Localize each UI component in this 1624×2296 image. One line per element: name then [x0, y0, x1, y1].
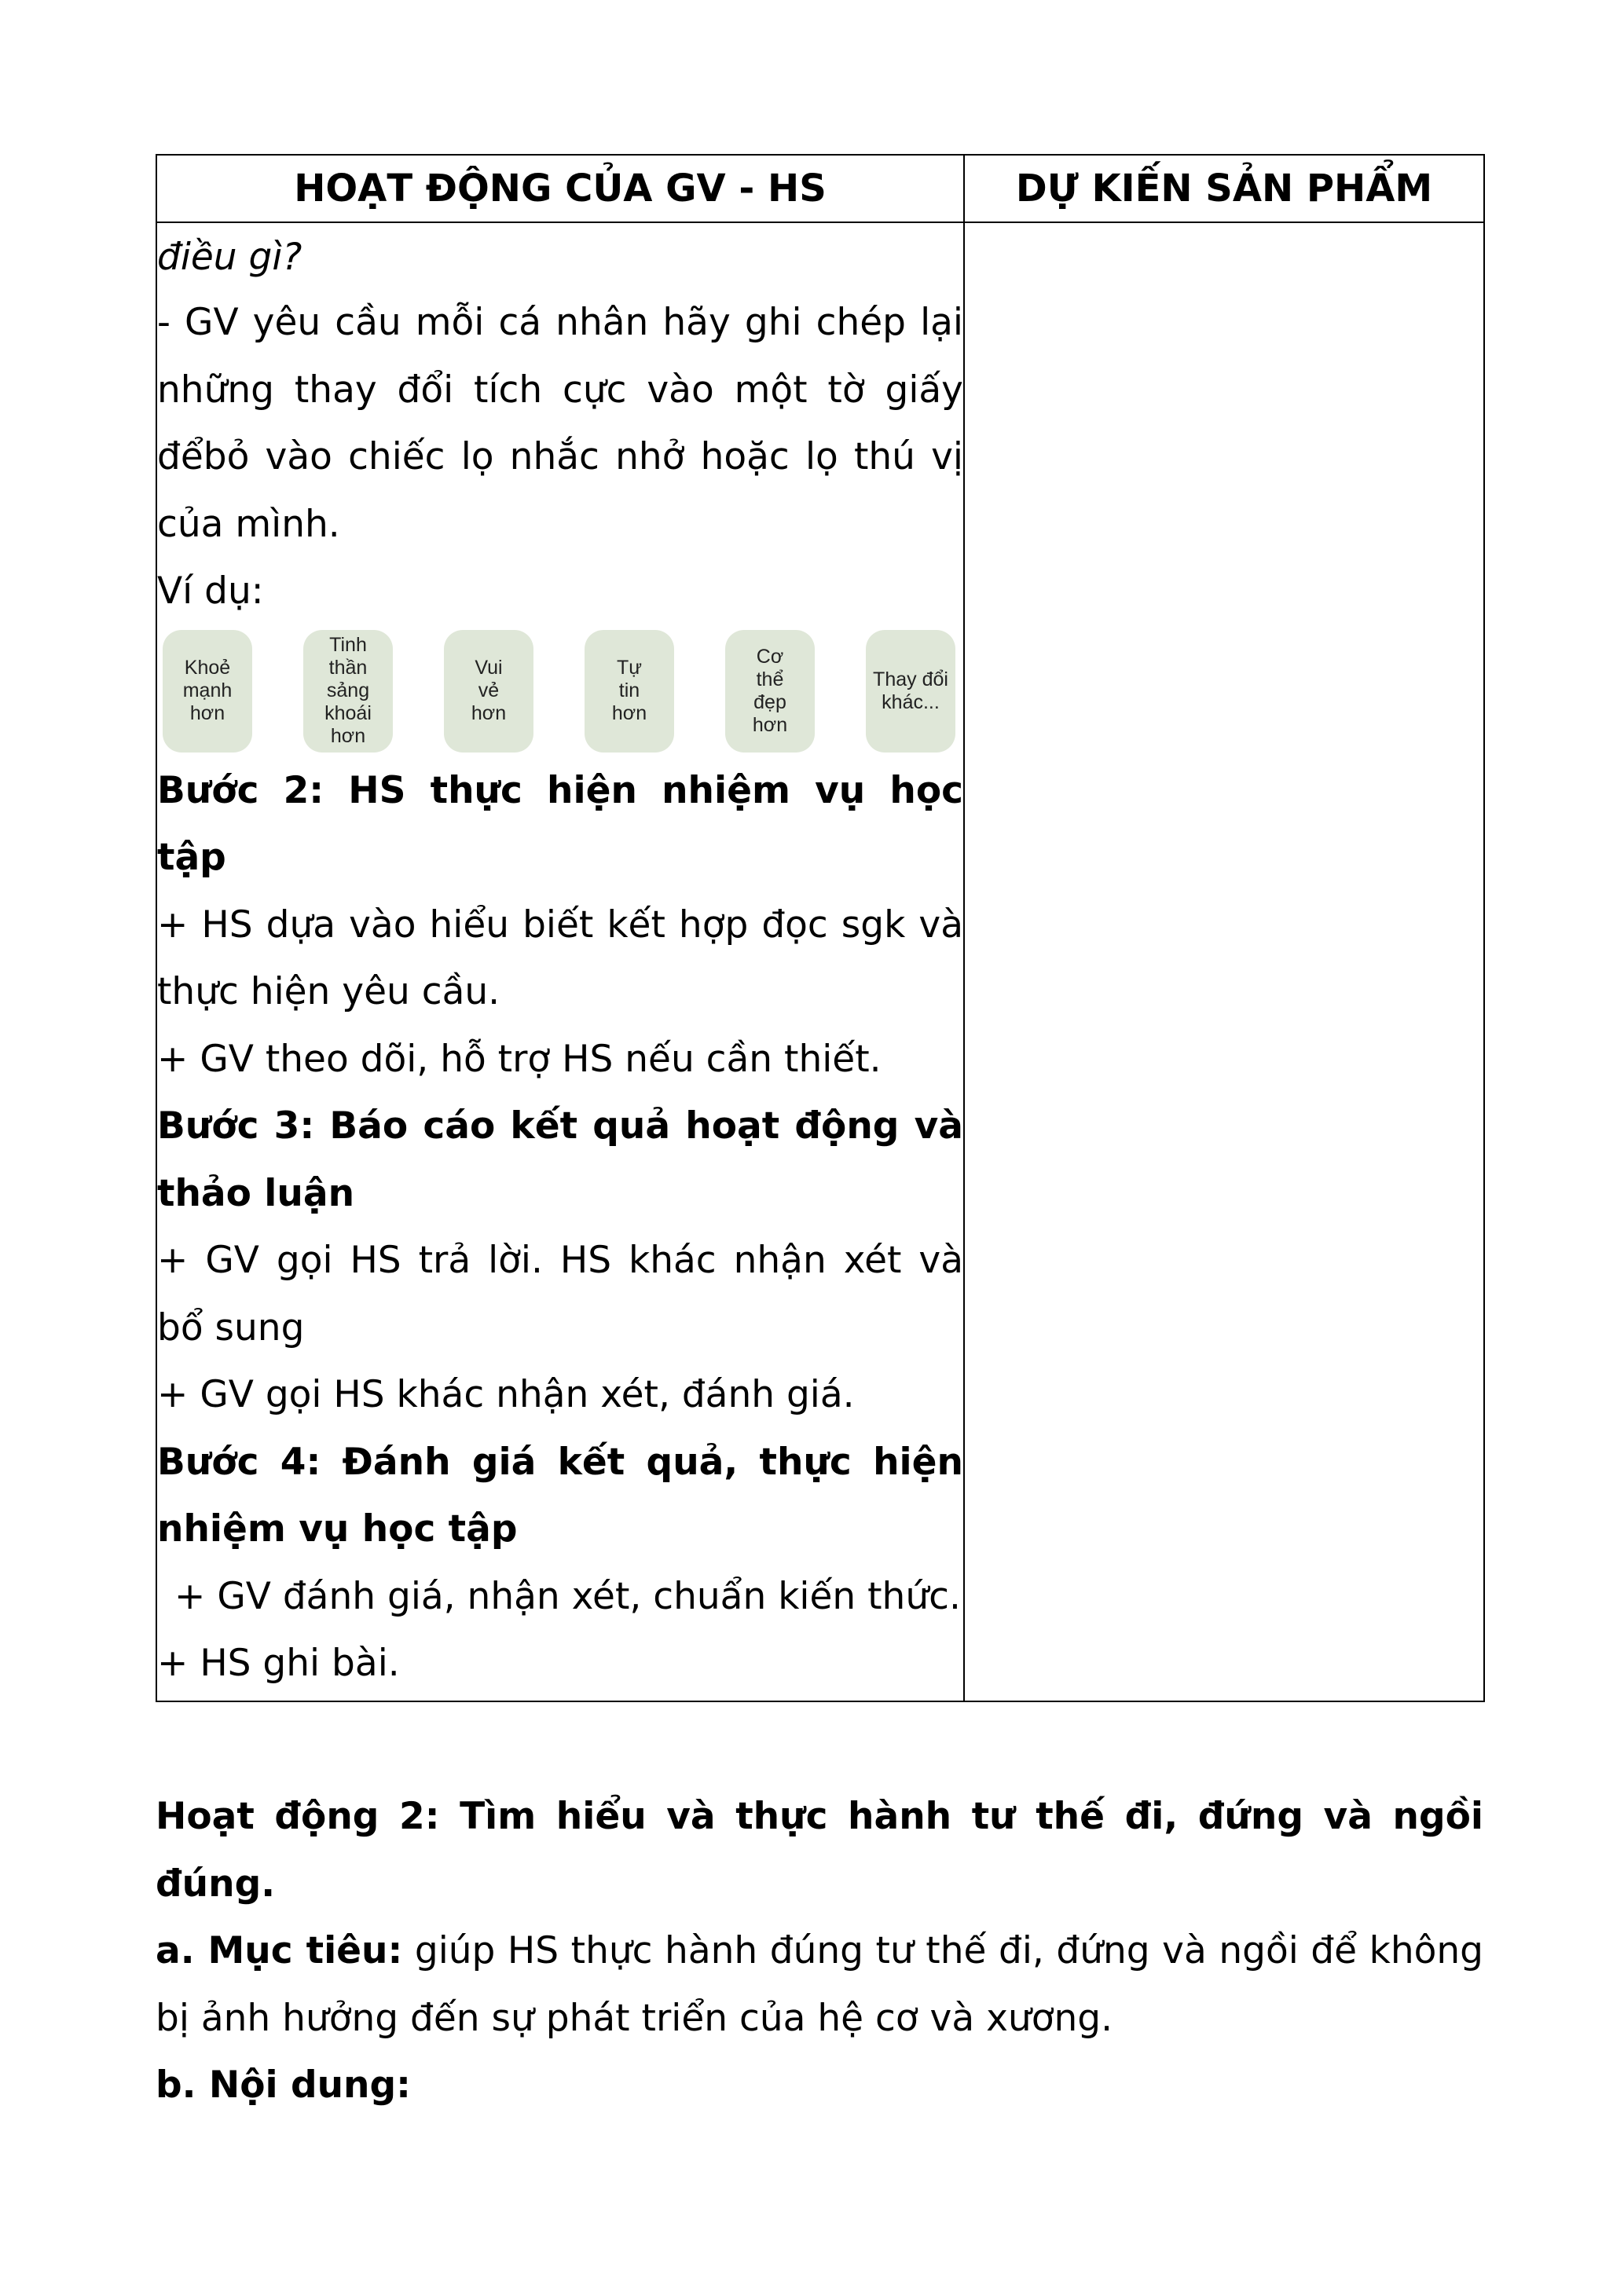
- activity-cell: [156, 222, 964, 1701]
- step4-item: + HS ghi bài.: [157, 1642, 400, 1685]
- header-teacher-student-activity: HOẠT ĐỘNG CỦA GV - HS: [156, 155, 964, 222]
- goal-paragraph: [156, 1917, 1483, 2052]
- header-expected-product: DỰ KIẾN SẢN PHẨM: [964, 155, 1484, 222]
- example-card: Cơ thể đẹp hơn: [725, 630, 815, 753]
- goal-label: a. Mục tiêu:: [156, 1929, 403, 1972]
- table-body-row: [156, 222, 1484, 1701]
- example-card: Thay đổi khác...: [866, 630, 955, 753]
- example-card: Tự tin hơn: [585, 630, 674, 753]
- activity-2-section: [156, 1783, 1483, 2119]
- step2-title: Bước 2: HS thực hiện nhiệm vụ học tập: [157, 768, 963, 879]
- activity-2-title: Hoạt động 2: Tìm hiểu và thực hành tư thế đi, đứng và ngồi đúng.: [156, 1795, 1483, 1906]
- step2-item: + HS dựa vào hiểu biết kết hợp đọc sgk và thực hiện yêu cầu.: [157, 903, 963, 1013]
- lesson-table: [156, 154, 1485, 1702]
- example-card: Vui vẻ hơn: [444, 630, 533, 753]
- example-cards: [157, 625, 963, 757]
- step3-item: + GV gọi HS khác nhận xét, đánh giá.: [157, 1373, 855, 1416]
- step2-item: + GV theo dõi, hỗ trợ HS nếu cần thiết.: [157, 1037, 882, 1081]
- example-label: Ví dụ:: [157, 569, 264, 613]
- table-header-row: [156, 155, 1484, 222]
- step3-title: Bước 3: Báo cáo kết quả hoạt động và thảo luận: [157, 1104, 963, 1215]
- expected-product-cell: [964, 222, 1484, 1701]
- step4-item: + GV đánh giá, nhận xét, chuẩn kiến thức.: [174, 1574, 961, 1618]
- content-label: b. Nội dung:: [156, 2063, 411, 2107]
- example-card: Khoẻ mạnh hơn: [163, 630, 252, 753]
- teacher-request-text: - GV yêu cầu mỗi cá nhân hãy ghi chép lại những thay đổi tích cực vào một tờ giấy đểbỏ vào chiếc lọ nhắc nhở hoặc lọ thú vị của mình.: [157, 301, 963, 546]
- step4-title: Bước 4: Đánh giá kết quả, thực hiện nhiệm vụ học tập: [157, 1440, 963, 1551]
- step3-item: + GV gọi HS trả lời. HS khác nhận xét và bổ sung: [157, 1239, 963, 1349]
- example-card: Tinh thần sảng khoái hơn: [303, 630, 393, 753]
- goal-text: giúp HS thực hành đúng tư thế đi, đứng và ngồi để không bị ảnh hưởng đến sự phát triển của hệ cơ và xương.: [156, 1929, 1483, 2040]
- continued-question: điều gì?: [157, 236, 302, 279]
